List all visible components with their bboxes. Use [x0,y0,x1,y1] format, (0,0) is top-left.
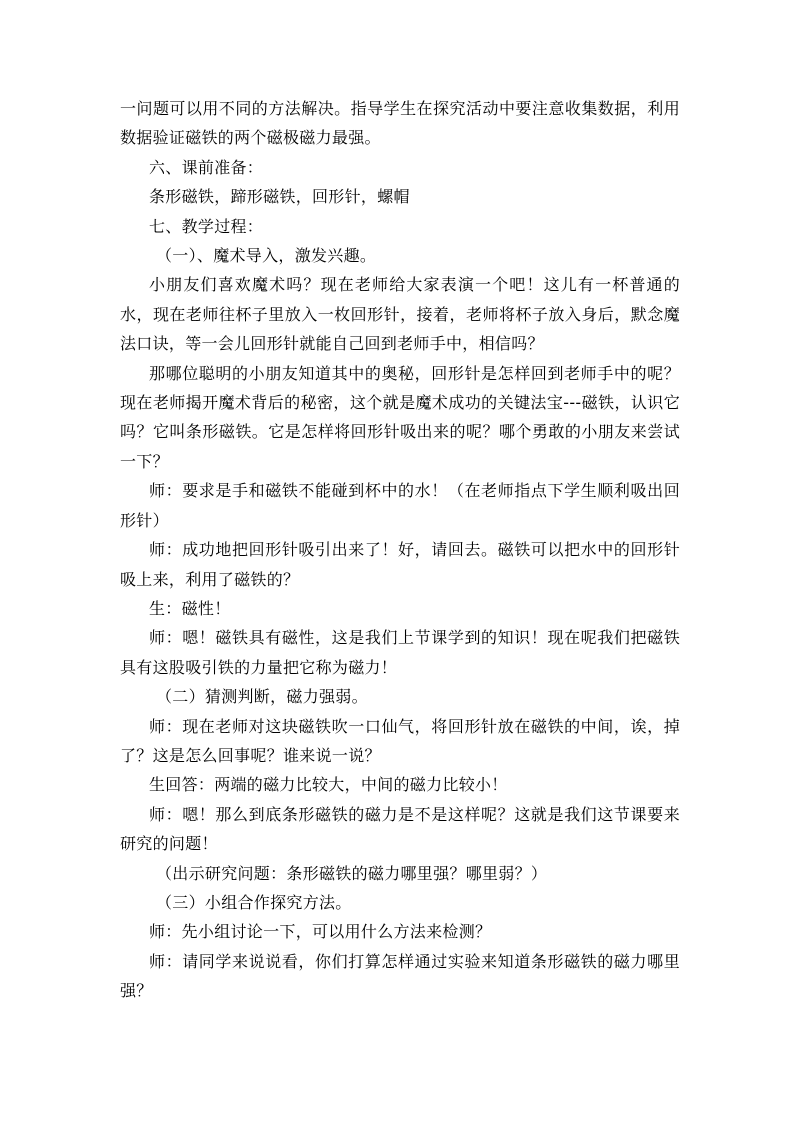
dialogue-line: 师：要求是手和磁铁不能碰到杯中的水！（在老师指点下学生顺利吸出回形针） [120,481,680,530]
subheading-magic-intro: （一）、魔术导入，激发兴趣。 [156,246,377,266]
paragraph: 那哪位聪明的小朋友知道其中的奥秘，回形针是怎样回到老师手中的呢？现在老师揭开魔术背后的秘密，这个就是魔术成功的关键法宝---磁铁，认识它吗？它叫条形磁铁。它是怎样将回形针吸出来的呢？哪个勇敢的小朋友来尝试一下？ [120,363,680,471]
section-heading-preparation: 六、课前准备： [149,157,264,177]
materials-list: 条形磁铁，蹄形磁铁，回形针，螺帽 [149,187,410,207]
dialogue-line: 师：现在老师对这块磁铁吹一口仙气，将回形针放在磁铁的中间，诶，掉了？这是怎么回事呢？谁来说一说？ [120,716,680,765]
section-heading-process: 七、教学过程： [149,216,264,236]
subheading-group-work: （三）小组合作探究方法。 [156,892,352,912]
dialogue-line: 师：嗯！磁铁具有磁性，这是我们上节课学到的知识！现在呢我们把磁铁具有这股吸引铁的力量把它称为磁力！ [120,628,680,677]
dialogue-line: 生回答：两端的磁力比较大，中间的磁力比较小！ [149,775,508,795]
dialogue-line: 师：先小组讨论一下，可以用什么方法来检测？ [149,922,492,942]
dialogue-line: 师：请同学来说说看，你们打算怎样通过实验来知道条形磁铁的磁力哪里强？ [120,951,680,1001]
document-body [120,94,680,1006]
subheading-guess: （二）猜测判断，磁力强弱。 [156,687,368,707]
research-question: （出示研究问题：条形磁铁的磁力哪里强？哪里弱？） [156,863,548,883]
paragraph: 小朋友们喜欢魔术吗？现在老师给大家表演一个吧！这儿有一杯普通的水，现在老师往杯子里放入一枚回形针，接着，老师将杯子放入身后，默念魔法口诀，等一会儿回形针就能自己回到老师手中，相信吗？ [120,275,680,354]
dialogue-line: 生：磁性！ [149,598,231,618]
paragraph-continuation: 一问题可以用不同的方法解决。指导学生在探究活动中要注意收集数据，利用数据验证磁铁的两个磁极磁力最强。 [120,99,680,148]
dialogue-line: 师：成功地把回形针吸引出来了！好，请回去。磁铁可以把水中的回形针吸上来，利用了磁铁的？ [120,540,680,589]
dialogue-line: 师：嗯！那么到底条形磁铁的磁力是不是这样呢？这就是我们这节课要来研究的问题！ [120,804,680,854]
